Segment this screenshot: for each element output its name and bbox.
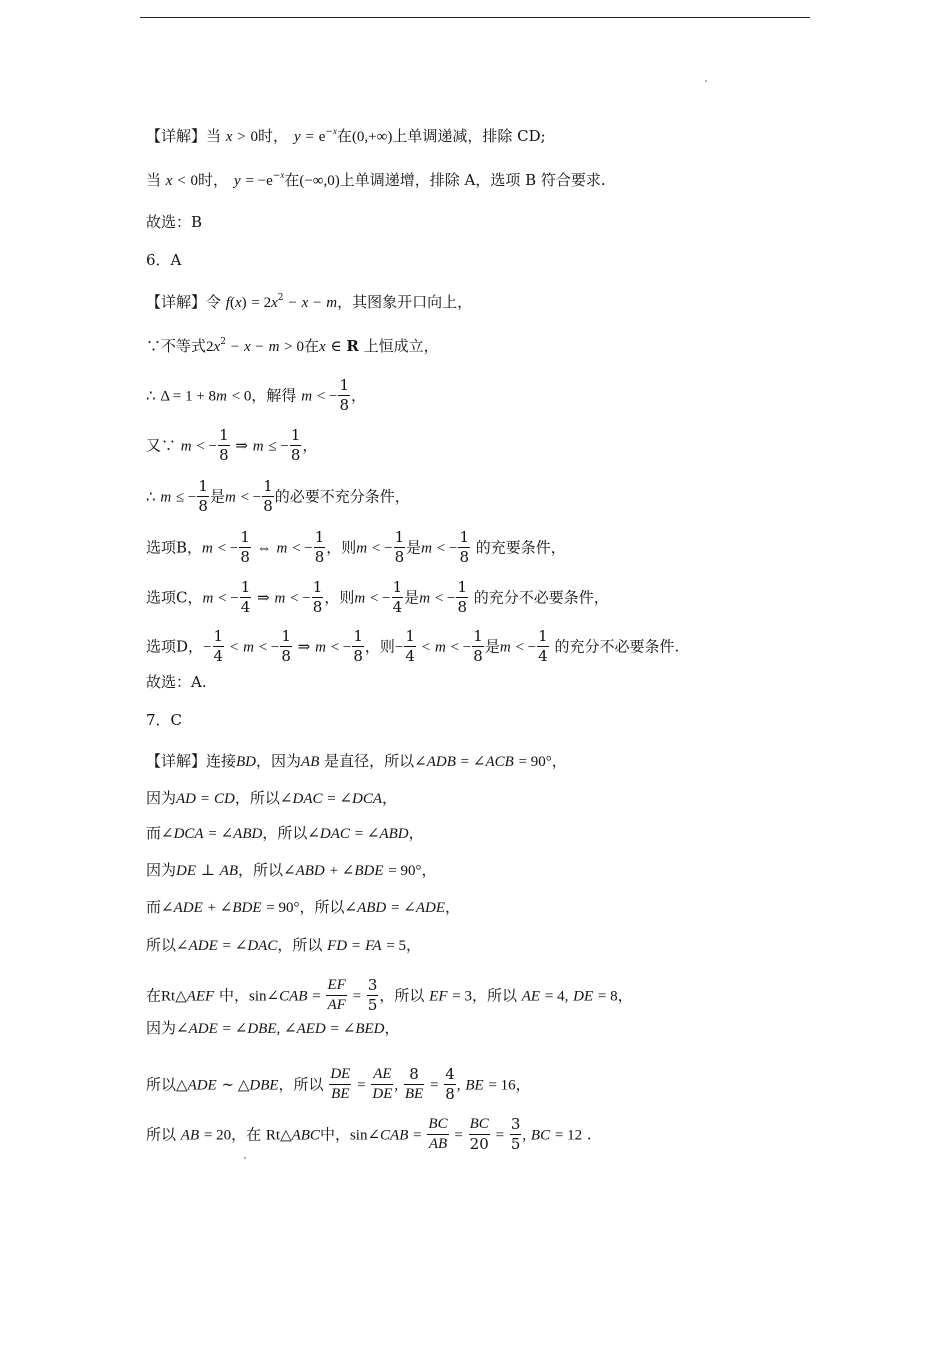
sol5-line-1: 【详解】当 x > 0时， $y = e^{-x}$在(0,+∞)上单调递减，排除 CD;: [146, 126, 546, 145]
q7-heading: 7．C: [146, 711, 183, 729]
header-rule: [140, 17, 810, 18]
sol5-line-2: 当 x < 0时， $y = -e^{-x}$在(−∞,0)上单调递增，排除 A，选项 B 符合要求.: [146, 170, 606, 189]
sol7-line-9: 所以△ADE ∼ △DBE，所以 $\frac{DE}{BE}$ = $\frac{AE}{DE}$ , $\frac{8}{BE}$ = $\frac{4}{8}$ , BE = 16，: [146, 1065, 531, 1103]
sol6-line-3: ∴ Δ = 1 + 8m < 0，解得 m < − $\frac{1}{8}$ ，: [146, 376, 367, 414]
sol7-line-1: 【详解】连接BD，因为AB 是直径，所以∠ADB = ∠ACB = 90°，: [146, 752, 567, 770]
sol7-line-10: 所以 AB = 20，在 Rt△ABC中，sin∠CAB = $\frac{BC}{AB}$ = $\frac{BC}{20}$ = $\frac{3}{5}$ , BC = 12 .: [146, 1115, 592, 1153]
sol7-line-7: 在Rt△AEF 中，sin∠CAB = $\frac{EF}{AF}$ = $\frac{3}{5}$ ，所以 EF = 3，所以 AE = 4, DE = 8，: [146, 976, 633, 1014]
sol7-line-6: 所以∠ADE = ∠DAC，所以 FD = FA = 5，: [146, 936, 422, 954]
sol6-line-2: ∵不等式$2x^2 - x - m > 0$在x ∈ R 上恒成立，: [146, 337, 439, 355]
sol7-line-8: 因为∠ADE = ∠DBE, ∠AED = ∠BED，: [146, 1019, 400, 1037]
sol6-line-1: 【详解】令 $f(x) = 2x^2 - x - m$，其图象开口向上，: [146, 293, 473, 311]
sol6-line-5: ∴ m ≤ − $\frac{1}{8}$ 是m < − $\frac{1}{8}$ 的必要不充分条件，: [146, 477, 410, 515]
sol7-line-5: 而∠ADE + ∠BDE = 90°，所以∠ABD = ∠ADE，: [146, 898, 461, 916]
sol6-line-9: 故选：A.: [146, 673, 207, 691]
sol5-line-3: 故选：B: [146, 213, 203, 231]
sol6-line-6: 选项B，m < − $\frac{1}{8}$ ⇔ m < − $\frac{1}{8}$ ，则m < − $\frac{1}{8}$ 是m < − $\frac{1}{8}$ 的充要条件，: [146, 528, 566, 566]
sol7-line-2: 因为AD = CD，所以∠DAC = ∠DCA，: [146, 789, 398, 807]
sol6-line-8: 选项D，− $\frac{1}{4}$ < m < − $\frac{1}{8}$ ⇒ m < − $\frac{1}{8}$ ，则− $\frac{1}{4}$ < m < − $\frac{1}{8}$ 是m < − $\frac{1}{4}$ 的充分不必要条件.: [146, 627, 680, 665]
scan-speck: [705, 80, 707, 82]
q6-heading: 6．A: [146, 251, 182, 269]
sol6-line-4: 又∵ m < − $\frac{1}{8}$ ⇒ m ≤ − $\frac{1}{8}$ ，: [146, 426, 318, 464]
sol7-line-3: 而∠DCA = ∠ABD，所以∠DAC = ∠ABD，: [146, 824, 424, 842]
sol7-line-4: 因为DE ⊥ AB，所以∠ABD + ∠BDE = 90°，: [146, 861, 437, 879]
scan-speck: [244, 1157, 246, 1159]
sol6-line-7: 选项C，m < − $\frac{1}{4}$ ⇒ m < − $\frac{1}{8}$ ，则m < − $\frac{1}{4}$ 是m < − $\frac{1}{8}$ 的充分不必要条件，: [146, 578, 609, 616]
